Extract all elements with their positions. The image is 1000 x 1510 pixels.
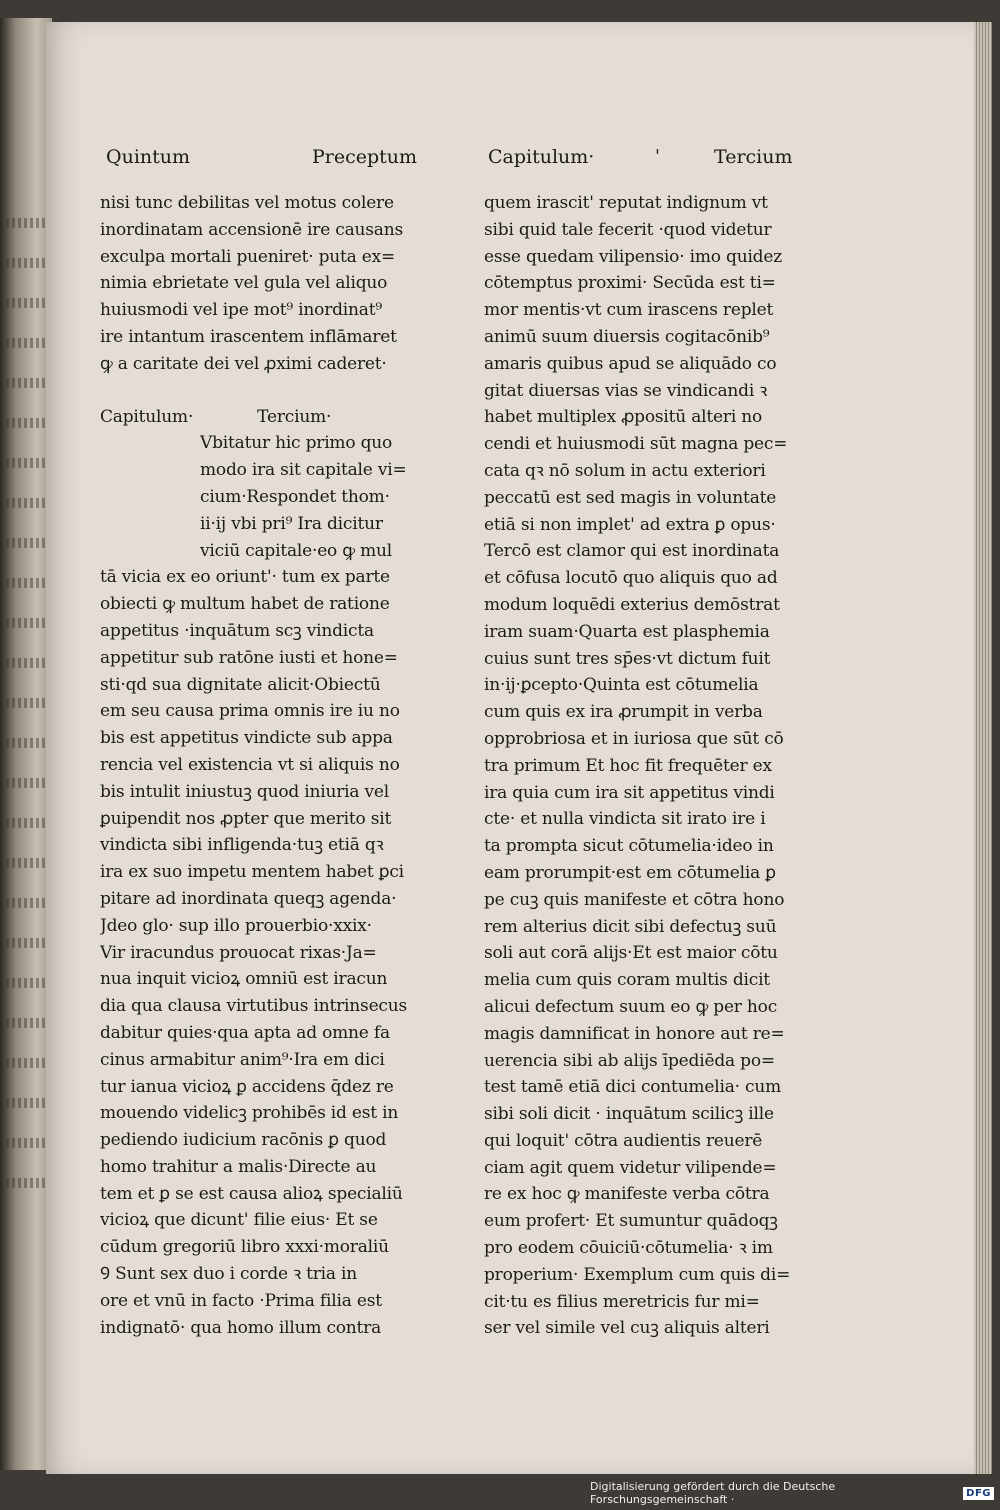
text-line: ira ex suo impetu mentem habet ꝑci: [100, 862, 404, 883]
text-line: cūdum gregoriū libro xxxi·moraliū: [100, 1237, 389, 1258]
text-line: pro eodem cōuiciū·cōtumelia· ꝛ im: [484, 1238, 773, 1259]
text-line: cit·tu es filius meretricis fur mi=: [484, 1291, 760, 1312]
text-line: tem et ꝑ se est causa alioꝝ specialiū: [100, 1183, 403, 1204]
text-line: Vir iracundus prouocat rixas·Ja=: [100, 942, 377, 963]
text-line: properium· Exemplum cum quis di=: [484, 1264, 791, 1285]
text-line: pe cuꝫ quis manifeste et cōtra hono: [484, 889, 785, 910]
chapter-heading: [100, 404, 430, 431]
running-head-right-2: Tercium: [714, 146, 793, 168]
text-line: appetitus ·inquātum scꝫ vindicta: [100, 620, 374, 641]
text-line: peccatū est sed magis in voluntate: [484, 487, 777, 508]
text-line: ꝙ a caritate dei vel ꝓximi caderet·: [100, 353, 387, 374]
text-line: ire intantum irascentem inflāmaret: [100, 326, 397, 347]
right-text-column: [484, 190, 796, 1342]
dfg-logo: DFG: [963, 1487, 994, 1500]
footer-credit: [590, 1480, 1000, 1506]
left-text-column: [100, 190, 430, 1341]
text-line: re ex hoc ꝙ manifeste verba cōtra: [484, 1184, 770, 1205]
text-line: ore et vnū in facto ·Prima filia est: [100, 1290, 382, 1311]
text-line: vindicta sibi infligenda·tuꝫ etiā qꝛ: [100, 835, 384, 856]
indented-text-line: viciū capitale·eo ꝙ mul: [200, 540, 392, 561]
text-line: soli aut corā alijs·Et est maior cōtu: [484, 943, 778, 964]
text-line: vicioꝝ que dicunt' filie eius· Et se: [100, 1210, 378, 1231]
text-line: esse quedam vilipensio· imo quidez: [484, 246, 782, 267]
text-line: tra primum Et hoc fit frequēter ex: [484, 755, 772, 776]
text-line: cte· et nulla vindicta sit irato ire i: [484, 809, 766, 830]
text-line: eam prorumpit·est em cōtumelia ꝑ: [484, 862, 776, 883]
text-line: Ꝯ Sunt sex duo i corde ꝛ tria in: [100, 1264, 358, 1285]
indented-text-line: Vbitatur hic primo quo: [200, 433, 393, 454]
text-line: eum profert· Et sumuntur quādoqꝫ: [484, 1211, 778, 1232]
text-line: em seu causa prima omnis ire iu no: [100, 701, 400, 722]
facing-page-edge: [0, 18, 52, 1470]
text-line: Tercō est clamor qui est inordinata: [484, 541, 780, 562]
text-line: sti·qd sua dignitate alicit·Obiectū: [100, 674, 381, 695]
text-line: cendi et huiusmodi sūt magna pec=: [484, 434, 788, 455]
text-line: alicui defectum suum eo ꝙ per hoc: [484, 996, 778, 1017]
text-line: animū suum diuersis cogitacōnib⁹: [484, 326, 770, 347]
text-line: bis est appetitus vindicte sub appa: [100, 728, 393, 749]
text-line: ira quia cum ira sit appetitus vindi: [484, 782, 775, 803]
text-line: melia cum quis coram multis dicit: [484, 970, 770, 991]
text-line: appetitur sub ratōne iusti et hone=: [100, 647, 398, 668]
text-line: et cōfusa locutō quo aliquis quo ad: [484, 568, 778, 589]
text-line: in·ij·ꝑcepto·Quinta est cōtumelia: [484, 675, 759, 696]
text-line: ser vel simile vel cuꝫ aliquis alteri: [484, 1318, 770, 1339]
chapter-heading-number: Tercium·: [257, 406, 332, 427]
text-line: cum quis ex ira ꝓrumpit in verba: [484, 702, 763, 723]
indented-text-line: cium·Respondet thom·: [200, 486, 390, 507]
text-line: ciam agit quem videtur vilipende=: [484, 1157, 777, 1178]
text-line: modum loquēdi exterius demōstrat: [484, 594, 780, 615]
text-line: tā vicia ex eo oriunt'· tum ex parte: [100, 567, 390, 588]
text-line: pitare ad inordinata queqꝫ agenda·: [100, 888, 397, 909]
page-block-edge: [974, 22, 992, 1474]
indented-text-line: modo ira sit capitale vi=: [200, 460, 407, 481]
text-line: obiecti ꝙ multum habet de ratione: [100, 594, 390, 615]
text-line: quem irascit' reputat indignum vt: [484, 193, 768, 213]
text-line: nua inquit vicioꝝ omniū est iracun: [100, 969, 388, 990]
text-line: mouendo videlicꝫ prohibēs id est in: [100, 1103, 399, 1124]
text-line: cōtemptus proximi· Secūda est ti=: [484, 273, 776, 294]
text-line: amaris quibus apud se aliquādo co: [484, 353, 777, 374]
text-line: cata qꝛ nō solum in actu exteriori: [484, 460, 766, 481]
text-line: Jdeo glo· sup illo prouerbio·xxix·: [100, 915, 372, 936]
text-line: huiusmodi vel ipe mot⁹ inordinat⁹: [100, 300, 382, 321]
footer-text: Digitalisierung gefördert durch die Deutsche Forschungsgemeinschaft ·: [590, 1480, 836, 1506]
text-line: homo trahitur a malis·Directe au: [100, 1156, 377, 1177]
chapter-heading-label: Capitulum·: [100, 406, 194, 427]
text-line: tur ianua vicioꝝ ꝑ accidens q̄dez re: [100, 1076, 394, 1097]
text-line: gitat diuersas vias se vindicandi ꝛ: [484, 380, 768, 401]
text-line: iram suam·Quarta est plasphemia: [484, 621, 770, 642]
text-line: nisi tunc debilitas vel motus colere: [100, 193, 394, 213]
text-line: habet multiplex ꝓpositū alteri no: [484, 407, 763, 428]
running-head-left-1: Quintum: [106, 146, 191, 168]
text-line: rem alterius dicit sibi defectuꝫ suū: [484, 916, 777, 937]
text-line: ta prompta sicut cōtumelia·ideo in: [484, 836, 774, 857]
indented-text-line: ii·ij vbi pri⁹ Ira dicitur: [200, 513, 383, 534]
text-line: etiā si non implet' ad extra ꝑ opus·: [484, 514, 776, 535]
text-line: exculpa mortali pueniret· puta ex=: [100, 246, 396, 267]
text-line: cuius sunt tres sp̄es·vt dictum fuit: [484, 648, 771, 669]
text-line: nimia ebrietate vel gula vel aliquo: [100, 273, 388, 294]
text-line: dabitur quies·qua apta ad omne fa: [100, 1022, 390, 1043]
text-line: mor mentis·vt cum irascens replet: [484, 300, 774, 321]
text-line: test tamē etiā dici contumelia· cum: [484, 1077, 782, 1098]
text-line: magis damnificat in honore aut re=: [484, 1023, 785, 1044]
text-line: rencia vel existencia vt si aliquis no: [100, 754, 400, 775]
text-line: opprobriosa et in iuriosa que sūt cō: [484, 728, 784, 749]
running-head-left-2: Preceptum: [312, 146, 418, 168]
text-line: sibi soli dicit · inquātum scilicꝫ ille: [484, 1104, 774, 1125]
text-line: dia qua clausa virtutibus intrinsecus: [100, 996, 408, 1017]
text-line: ꝑuipendit nos ꝓpter que merito sit: [100, 808, 392, 829]
text-line: sibi quid tale fecerit ·quod videtur: [484, 219, 772, 240]
text-line: indignatō· qua homo illum contra: [100, 1317, 382, 1338]
text-line: inordinatam accensionē ire causans: [100, 219, 404, 240]
text-line: uerencia sibi ab alijs īpediēda po=: [484, 1050, 775, 1071]
printer-mark: ': [655, 146, 660, 167]
text-line: qui loquit' cōtra audientis reuerē: [484, 1130, 763, 1151]
text-line: pediendo iudicium racōnis ꝑ quod: [100, 1130, 387, 1151]
text-line: bis intulit iniustuꝫ quod iniuria vel: [100, 781, 390, 802]
text-line: cinus armabitur anim⁹·Ira em dici: [100, 1049, 385, 1070]
running-head-right-1: Capitulum·: [488, 146, 595, 168]
